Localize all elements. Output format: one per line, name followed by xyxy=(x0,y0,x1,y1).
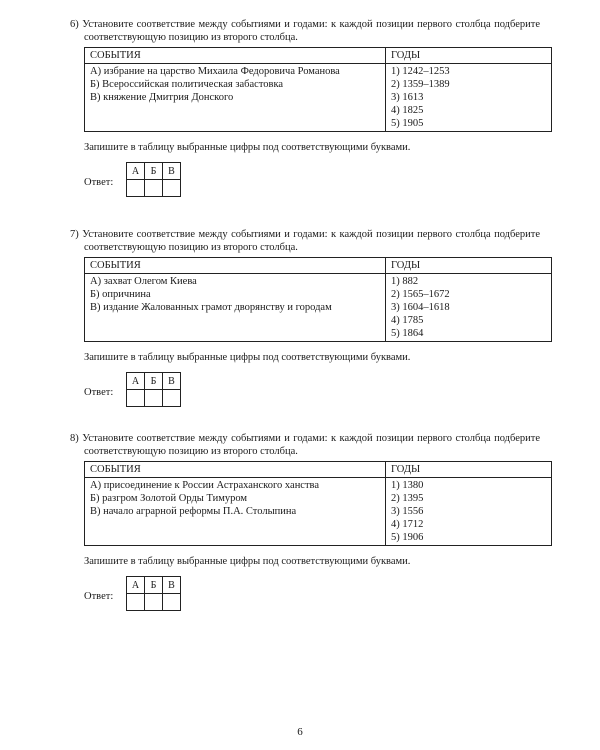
answer-block xyxy=(84,576,540,614)
year-item: 5) 1864 xyxy=(391,328,424,339)
answer-instruction: Запишите в таблицу выбранные цифры под соответствующими буквами. xyxy=(84,556,411,567)
event-item: А) присоединение к России Астраханского ханства xyxy=(90,480,320,491)
matching-table xyxy=(84,461,552,546)
year-item: 3) 1556 xyxy=(391,506,424,517)
matching-table xyxy=(84,257,552,342)
event-item: Б) разгром Золотой Орды Тимуром xyxy=(90,493,248,504)
task-8 xyxy=(70,432,540,614)
years-header: ГОДЫ xyxy=(386,462,552,478)
year-item: 5) 1905 xyxy=(391,118,424,129)
years-list xyxy=(386,64,552,132)
answer-letter: А xyxy=(127,373,145,390)
years-header: ГОДЫ xyxy=(386,48,552,64)
answer-letter: Б xyxy=(145,163,163,180)
answer-grid xyxy=(126,162,181,197)
answer-letter: В xyxy=(163,373,181,390)
task-prompt: 6) Установите соответствие между событиями и годами: к каждой позиции первого столбца подберите соответствующую позицию из второго столбца. xyxy=(70,19,540,43)
answer-label: Ответ: xyxy=(84,177,114,188)
year-item: 3) 1604–1618 xyxy=(391,302,450,313)
events-header: СОБЫТИЯ xyxy=(85,258,386,274)
task-6 xyxy=(70,18,540,200)
events-list xyxy=(85,274,386,342)
answer-letter: В xyxy=(163,163,181,180)
year-item: 4) 1712 xyxy=(391,519,424,530)
year-item: 1) 882 xyxy=(391,276,419,287)
events-list xyxy=(85,64,386,132)
answer-label: Ответ: xyxy=(84,387,114,398)
answer-letter: А xyxy=(127,163,145,180)
answer-letter: В xyxy=(163,577,181,594)
task-7 xyxy=(70,228,540,410)
matching-table xyxy=(84,47,552,132)
events-header: СОБЫТИЯ xyxy=(85,48,386,64)
year-item: 4) 1785 xyxy=(391,315,424,326)
answer-block xyxy=(84,372,540,410)
event-item: В) княжение Дмитрия Донского xyxy=(90,92,234,103)
answer-instruction: Запишите в таблицу выбранные цифры под соответствующими буквами. xyxy=(84,142,411,153)
answer-cell[interactable] xyxy=(145,594,163,611)
event-item: В) издание Жалованных грамот дворянству и городам xyxy=(90,302,332,313)
answer-instruction: Запишите в таблицу выбранные цифры под соответствующими буквами. xyxy=(84,352,411,363)
events-header: СОБЫТИЯ xyxy=(85,462,386,478)
answer-grid xyxy=(126,372,181,407)
year-item: 1) 1242–1253 xyxy=(391,66,450,77)
year-item: 1) 1380 xyxy=(391,480,424,491)
event-item: А) захват Олегом Киева xyxy=(90,276,197,287)
answer-cell[interactable] xyxy=(127,180,145,197)
answer-cell[interactable] xyxy=(145,180,163,197)
year-item: 3) 1613 xyxy=(391,92,424,103)
event-item: В) начало аграрной реформы П.А. Столыпина xyxy=(90,506,297,517)
answer-grid xyxy=(126,576,181,611)
event-item: А) избрание на царство Михаила Федоровича Романова xyxy=(90,66,340,77)
event-item: Б) Всероссийская политическая забастовка xyxy=(90,79,284,90)
answer-cell[interactable] xyxy=(163,594,181,611)
answer-letter: Б xyxy=(145,373,163,390)
answer-cell[interactable] xyxy=(163,180,181,197)
answer-cell[interactable] xyxy=(163,390,181,407)
answer-letter: Б xyxy=(145,577,163,594)
event-item: Б) опричнина xyxy=(90,289,151,300)
answer-cell[interactable] xyxy=(127,390,145,407)
year-item: 5) 1906 xyxy=(391,532,424,543)
answer-label: Ответ: xyxy=(84,591,114,602)
years-header: ГОДЫ xyxy=(386,258,552,274)
task-prompt: 8) Установите соответствие между событиями и годами: к каждой позиции первого столбца подберите соответствующую позицию из второго столбца. xyxy=(70,433,540,457)
answer-block xyxy=(84,162,540,200)
years-list xyxy=(386,478,552,546)
answer-cell[interactable] xyxy=(145,390,163,407)
answer-cell[interactable] xyxy=(127,594,145,611)
years-list xyxy=(386,274,552,342)
events-list xyxy=(85,478,386,546)
answer-letter: А xyxy=(127,577,145,594)
year-item: 2) 1395 xyxy=(391,493,424,504)
year-item: 2) 1565–1672 xyxy=(391,289,450,300)
task-prompt: 7) Установите соответствие между событиями и годами: к каждой позиции первого столбца подберите соответствующую позицию из второго столбца. xyxy=(70,229,540,253)
page-number: 6 xyxy=(297,726,303,738)
year-item: 4) 1825 xyxy=(391,105,424,116)
year-item: 2) 1359–1389 xyxy=(391,79,450,90)
